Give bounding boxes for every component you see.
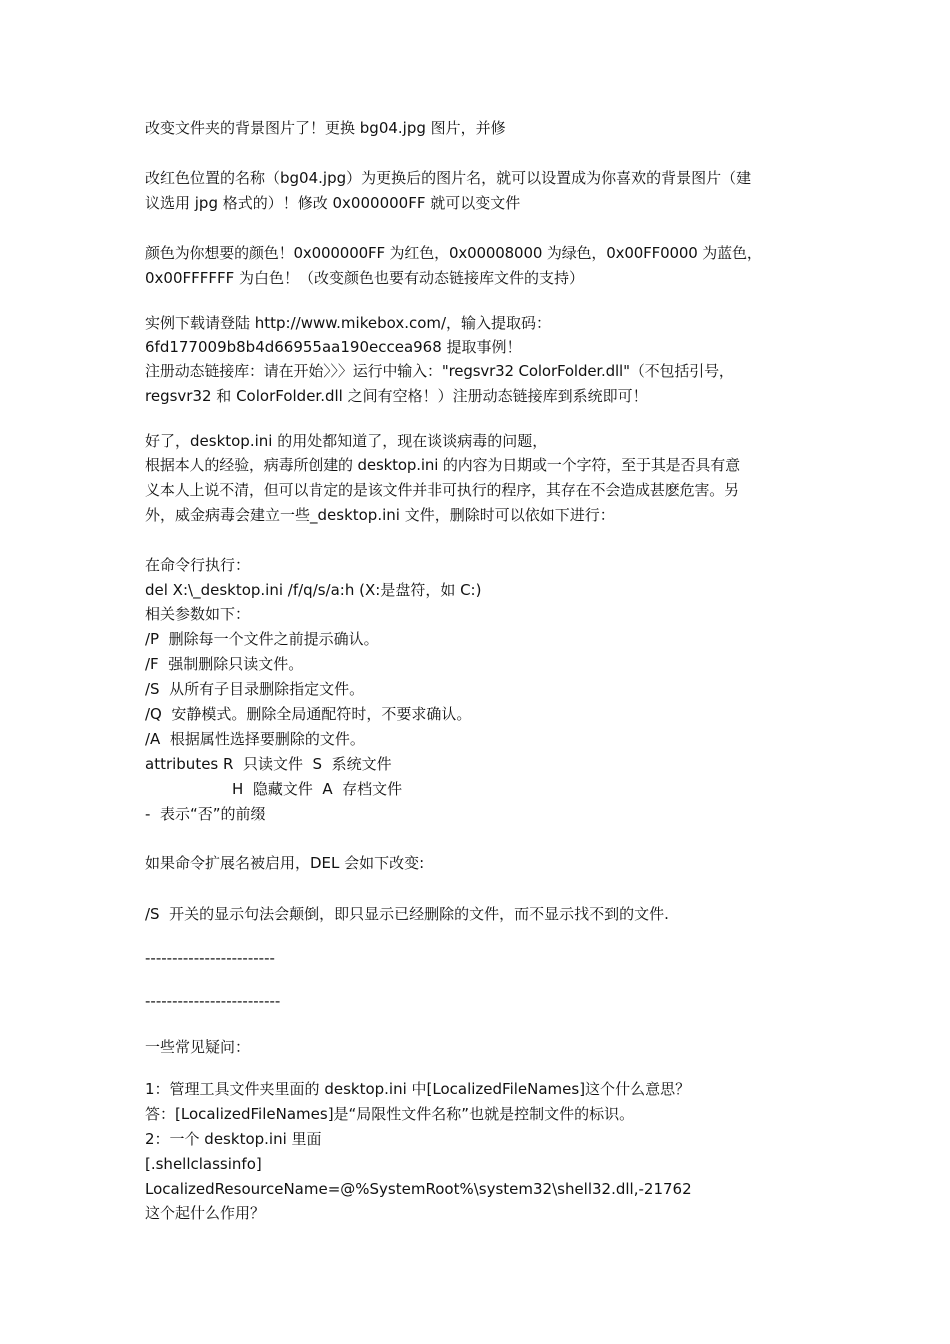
text-line: 改变文件夹的背景图片了！更换 bg04.jpg 图片，并修 [145, 119, 506, 137]
text-line: H 隐藏文件 A 存档文件 [232, 780, 403, 798]
text-line: 如果命令扩展名被启用，DEL 会如下改变: [145, 854, 425, 872]
text-line: /F 强制删除只读文件。 [145, 655, 304, 673]
text-line: del X:\_desktop.ini /f/q/s/a:h (X:是盘符，如 C:) [145, 581, 482, 599]
text-line: regsvr32 和 ColorFolder.dll 之间有空格！）注册动态链接库到系统即可！ [145, 387, 648, 405]
text-line: 相关参数如下： [145, 605, 251, 623]
text-line: /S 开关的显示句法会颠倒，即只显示已经删除的文件，而不显示找不到的文件. [145, 905, 669, 923]
text-line: 实例下载请登陆 http://www.mikebox.com/，输入提取码： [145, 314, 552, 332]
text-line: 答：[LocalizedFileNames]是“局限性文件名称”也就是控制文件的标识。 [145, 1105, 635, 1123]
text-line: 议选用 jpg 格式的）！修改 0x000000FF 就可以变文件 [145, 194, 521, 212]
text-line: LocalizedResourceName=@%SystemRoot%\system32\shell32.dll,-21762 [145, 1180, 692, 1198]
text-line: /A 根据属性选择要删除的文件。 [145, 730, 365, 748]
text-line: 义本人上说不清，但可以肯定的是该文件并非可执行的程序，其存在不会造成甚麽危害。另 [145, 481, 740, 499]
text-line: 在命令行执行： [145, 556, 251, 574]
text-line: 好了，desktop.ini 的用处都知道了，现在谈谈病毒的问题， [145, 432, 548, 450]
text-line: /Q 安静模式。删除全局通配符时，不要求确认。 [145, 705, 472, 723]
text-line: 改红色位置的名称（bg04.jpg）为更换后的图片名，就可以设置成为你喜欢的背景图片（建 [145, 169, 752, 187]
text-line: 0x00FFFFFF 为白色！（改变颜色也要有动态链接库文件的支持） [145, 269, 585, 287]
text-line: attributes R 只读文件 S 系统文件 [145, 755, 392, 773]
text-line: 根据本人的经验，病毒所创建的 desktop.ini 的内容为日期或一个字符，至于其是否具有意 [145, 456, 740, 474]
text-line: 6fd177009b8b4d66955aa190eccea968 提取事例！ [145, 338, 522, 356]
text-line: 颜色为你想要的颜色！0x000000FF 为红色，0x00008000 为绿色，0x00FF0000 为蓝色， [145, 244, 762, 262]
text-line: 外，威金病毒会建立一些_desktop.ini 文件，删除时可以依如下进行： [145, 506, 615, 524]
text-line: [.shellclassinfo] [145, 1155, 262, 1173]
text-line: - 表示“否”的前缀 [145, 805, 266, 823]
text-line: 2：一个 desktop.ini 里面 [145, 1130, 322, 1148]
text-line: 1：管理工具文件夹里面的 desktop.ini 中[LocalizedFileNames]这个什么意思？ [145, 1080, 691, 1098]
text-line: 注册动态链接库：请在开始〉〉〉运行中输入："regsvr32 ColorFolder.dll"（不包括引号， [145, 362, 734, 380]
text-line: /P 删除每一个文件之前提示确认。 [145, 630, 379, 648]
text-line: /S 从所有子目录删除指定文件。 [145, 680, 365, 698]
separator-line: ------------------------ [145, 949, 275, 967]
separator-line: ------------------------- [145, 992, 281, 1010]
text-line: 一些常见疑问： [145, 1038, 251, 1056]
text-line: 这个起什么作用？ [145, 1204, 266, 1222]
